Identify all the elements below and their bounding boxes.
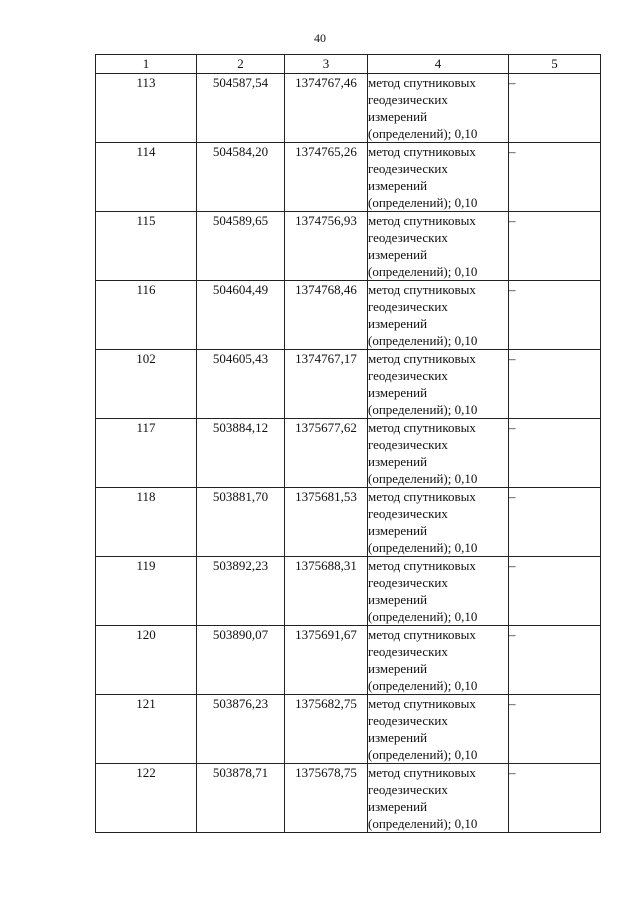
- y-coordinate-cell: 1374768,46: [285, 281, 368, 350]
- method-line: метод спутниковых: [368, 213, 476, 228]
- point-number-cell: 122: [96, 764, 197, 833]
- x-coordinate-cell: 503892,23: [197, 557, 285, 626]
- method-line: геодезических: [368, 92, 448, 107]
- column-header-3: 3: [285, 55, 368, 74]
- method-line: геодезических: [368, 437, 448, 452]
- method-line: геодезических: [368, 506, 448, 521]
- method-cell: [368, 488, 509, 557]
- table-row: [96, 350, 601, 419]
- method-line: (определений); 0,10: [368, 126, 478, 141]
- x-coordinate-cell: 503876,23: [197, 695, 285, 764]
- method-line: измерений: [368, 799, 428, 814]
- method-line: измерений: [368, 661, 428, 676]
- y-coordinate-cell: 1375688,31: [285, 557, 368, 626]
- y-coordinate-cell: 1375681,53: [285, 488, 368, 557]
- column-header-4: 4: [368, 55, 509, 74]
- description-cell: –: [509, 557, 601, 626]
- method-line: геодезических: [368, 782, 448, 797]
- method-line: измерений: [368, 178, 428, 193]
- method-cell: [368, 764, 509, 833]
- table-row: [96, 695, 601, 764]
- table-row: [96, 626, 601, 695]
- page-number: 40: [314, 31, 326, 45]
- point-number-cell: 121: [96, 695, 197, 764]
- y-coordinate-cell: 1375677,62: [285, 419, 368, 488]
- y-coordinate-cell: 1374765,26: [285, 143, 368, 212]
- method-line: геодезических: [368, 161, 448, 176]
- method-line: (определений); 0,10: [368, 471, 478, 486]
- method-cell: [368, 557, 509, 626]
- method-line: измерений: [368, 247, 428, 262]
- method-cell: [368, 695, 509, 764]
- method-cell: [368, 626, 509, 695]
- description-cell: –: [509, 488, 601, 557]
- point-number-cell: 117: [96, 419, 197, 488]
- table-header-row: [96, 55, 601, 74]
- method-line: геодезических: [368, 575, 448, 590]
- table-row: [96, 419, 601, 488]
- method-line: измерений: [368, 316, 428, 331]
- x-coordinate-cell: 504584,20: [197, 143, 285, 212]
- x-coordinate-cell: 503884,12: [197, 419, 285, 488]
- description-cell: –: [509, 695, 601, 764]
- method-line: геодезических: [368, 299, 448, 314]
- method-line: измерений: [368, 385, 428, 400]
- method-line: (определений); 0,10: [368, 195, 478, 210]
- method-cell: [368, 143, 509, 212]
- description-cell: –: [509, 419, 601, 488]
- description-cell: –: [509, 626, 601, 695]
- table-row: [96, 764, 601, 833]
- method-line: метод спутниковых: [368, 144, 476, 159]
- x-coordinate-cell: 503878,71: [197, 764, 285, 833]
- y-coordinate-cell: 1375682,75: [285, 695, 368, 764]
- column-header-1: 1: [96, 55, 197, 74]
- method-line: метод спутниковых: [368, 351, 476, 366]
- method-cell: [368, 350, 509, 419]
- point-number-cell: 120: [96, 626, 197, 695]
- coordinates-table: [95, 54, 601, 833]
- method-line: измерений: [368, 523, 428, 538]
- point-number-cell: 116: [96, 281, 197, 350]
- method-line: метод спутниковых: [368, 489, 476, 504]
- description-cell: –: [509, 281, 601, 350]
- point-number-cell: 115: [96, 212, 197, 281]
- table-row: [96, 74, 601, 143]
- description-cell: –: [509, 764, 601, 833]
- method-line: метод спутниковых: [368, 420, 476, 435]
- method-line: геодезических: [368, 230, 448, 245]
- method-line: метод спутниковых: [368, 627, 476, 642]
- method-line: метод спутниковых: [368, 282, 476, 297]
- method-line: геодезических: [368, 713, 448, 728]
- x-coordinate-cell: 503890,07: [197, 626, 285, 695]
- y-coordinate-cell: 1375691,67: [285, 626, 368, 695]
- y-coordinate-cell: 1375678,75: [285, 764, 368, 833]
- method-cell: [368, 281, 509, 350]
- method-line: измерений: [368, 109, 428, 124]
- method-line: (определений); 0,10: [368, 540, 478, 555]
- method-cell: [368, 419, 509, 488]
- table-row: [96, 488, 601, 557]
- x-coordinate-cell: 504589,65: [197, 212, 285, 281]
- point-number-cell: 113: [96, 74, 197, 143]
- method-line: метод спутниковых: [368, 765, 476, 780]
- method-cell: [368, 74, 509, 143]
- description-cell: –: [509, 74, 601, 143]
- description-cell: –: [509, 350, 601, 419]
- table-row: [96, 143, 601, 212]
- point-number-cell: 114: [96, 143, 197, 212]
- description-cell: –: [509, 212, 601, 281]
- table-row: [96, 557, 601, 626]
- method-line: измерений: [368, 454, 428, 469]
- y-coordinate-cell: 1374767,17: [285, 350, 368, 419]
- y-coordinate-cell: 1374756,93: [285, 212, 368, 281]
- x-coordinate-cell: 504587,54: [197, 74, 285, 143]
- y-coordinate-cell: 1374767,46: [285, 74, 368, 143]
- point-number-cell: 118: [96, 488, 197, 557]
- table-row: [96, 212, 601, 281]
- method-line: (определений); 0,10: [368, 402, 478, 417]
- x-coordinate-cell: 503881,70: [197, 488, 285, 557]
- method-line: метод спутниковых: [368, 696, 476, 711]
- table-body: [96, 74, 601, 833]
- method-cell: [368, 212, 509, 281]
- method-line: метод спутниковых: [368, 558, 476, 573]
- method-line: измерений: [368, 730, 428, 745]
- method-line: метод спутниковых: [368, 75, 476, 90]
- method-line: измерений: [368, 592, 428, 607]
- point-number-cell: 119: [96, 557, 197, 626]
- table-row: [96, 281, 601, 350]
- column-header-2: 2: [197, 55, 285, 74]
- point-number-cell: 102: [96, 350, 197, 419]
- method-line: (определений); 0,10: [368, 747, 478, 762]
- method-line: (определений); 0,10: [368, 333, 478, 348]
- method-line: (определений); 0,10: [368, 816, 478, 831]
- method-line: (определений); 0,10: [368, 264, 478, 279]
- x-coordinate-cell: 504604,49: [197, 281, 285, 350]
- method-line: (определений); 0,10: [368, 678, 478, 693]
- column-header-5: 5: [509, 55, 601, 74]
- method-line: геодезических: [368, 644, 448, 659]
- x-coordinate-cell: 504605,43: [197, 350, 285, 419]
- description-cell: –: [509, 143, 601, 212]
- method-line: геодезических: [368, 368, 448, 383]
- method-line: (определений); 0,10: [368, 609, 478, 624]
